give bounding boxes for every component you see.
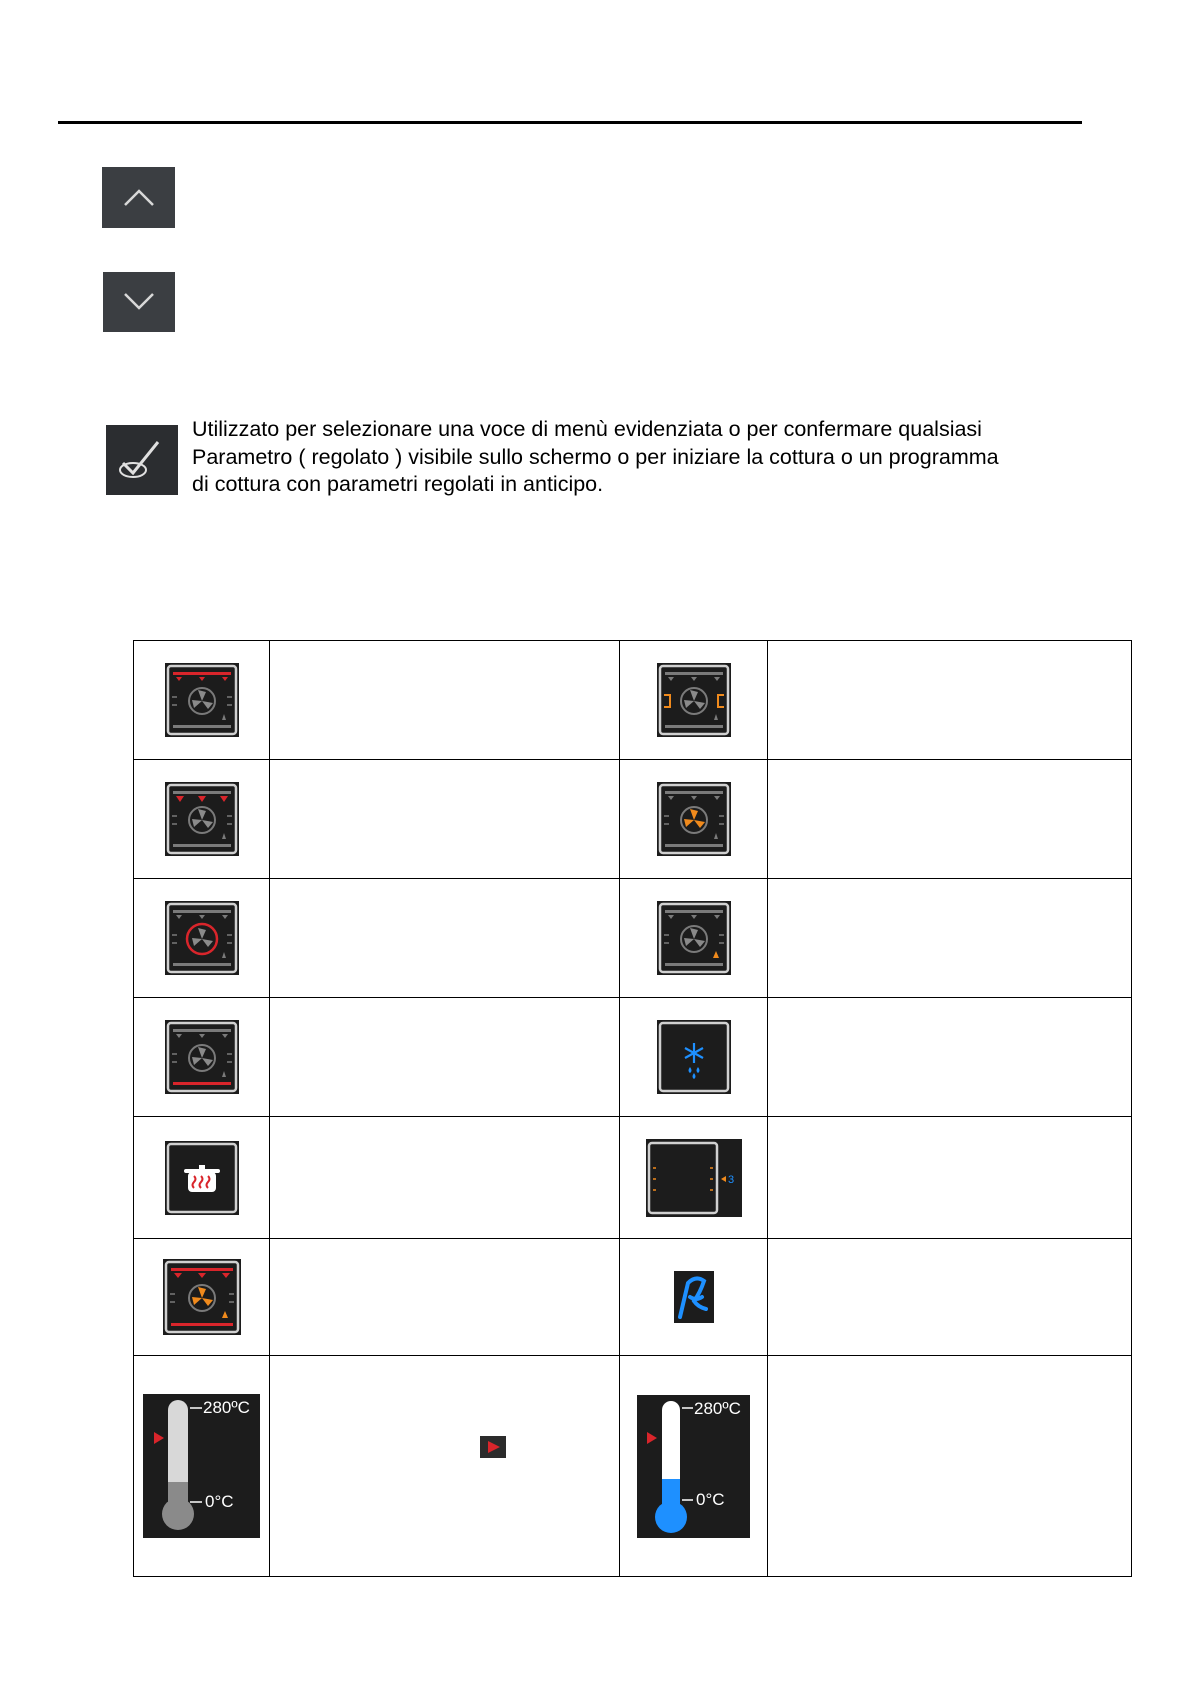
cleaning-icon: [674, 1271, 714, 1323]
side-heat-icon: [656, 662, 732, 738]
min-temp-label: 0°C: [205, 1492, 234, 1511]
icon-cell: [620, 1239, 768, 1356]
label-cell: [768, 1239, 1132, 1356]
icon-cell: [134, 1356, 270, 1577]
label-cell: [768, 998, 1132, 1117]
icon-cell: [134, 879, 270, 998]
icon-cell: [134, 1239, 270, 1356]
label-cell: [768, 641, 1132, 760]
icon-cell: [620, 1356, 768, 1577]
icon-cell: [620, 998, 768, 1117]
shelf-level-number: 3: [727, 1173, 734, 1186]
fan-icon: [656, 781, 732, 857]
chevron-down-icon: [103, 272, 175, 332]
label-cell: [270, 1117, 620, 1239]
top-rule: [58, 121, 1082, 124]
max-temp-label: 280ºC: [694, 1398, 741, 1418]
description-line: di cottura con parametri regolati in anticipo.: [192, 472, 604, 496]
label-cell: [768, 1356, 1132, 1577]
label-cell: [768, 1117, 1132, 1239]
thermometer-bulb: [655, 1501, 687, 1533]
ring-heat-icon: [164, 900, 240, 976]
defrost-icon: [656, 1019, 732, 1095]
icon-cell: [134, 760, 270, 879]
up-key[interactable]: [102, 167, 175, 228]
icon-cell: [134, 641, 270, 760]
icon-cell: [620, 879, 768, 998]
table-row: [134, 1356, 1132, 1577]
confirm-check-icon: [106, 425, 178, 495]
table-row: [134, 641, 1132, 760]
bottom-heat-icon: [164, 1019, 240, 1095]
max-temp-label: 280ºC: [203, 1398, 250, 1417]
light-icon: [656, 900, 732, 976]
label-cell: [768, 879, 1132, 998]
icon-cell: [620, 760, 768, 879]
confirm-key[interactable]: [106, 425, 178, 495]
keep-warm-pot-icon: [164, 1140, 240, 1216]
thermometer-bulb: [162, 1498, 194, 1530]
table-row: [134, 1239, 1132, 1356]
shelf-level-icon: [645, 1138, 743, 1218]
red-arrow-marker: [480, 1436, 506, 1458]
label-cell: [270, 879, 620, 998]
thermometer-blue-icon: [637, 1395, 750, 1538]
label-cell: [270, 998, 620, 1117]
label-cell: [270, 1239, 620, 1356]
play-arrow-icon: [480, 1436, 506, 1458]
description-line: Parametro ( regolato ) visibile sullo schermo o per iniziare la cottura o un programma: [192, 444, 999, 469]
table-row: [134, 1117, 1132, 1239]
table-row: [134, 879, 1132, 998]
function-icons-table: [133, 640, 1132, 1577]
label-cell: [270, 641, 620, 760]
grill-heat-icon: [164, 781, 240, 857]
confirm-key-description: [192, 416, 1092, 499]
icon-cell: [620, 1117, 768, 1239]
icon-cell: [620, 641, 768, 760]
label-cell: [768, 760, 1132, 879]
table-row: [134, 760, 1132, 879]
combined-heat-icon: [162, 1258, 242, 1336]
label-cell: [270, 760, 620, 879]
description-line: Utilizzato per selezionare una voce di menù evidenziata o per confermare qualsiasi: [192, 417, 982, 441]
icon-cell: [134, 1117, 270, 1239]
chevron-up-icon: [102, 167, 175, 228]
thermometer-gray-icon: [143, 1394, 260, 1538]
down-key[interactable]: [103, 272, 175, 332]
table-row: [134, 998, 1132, 1117]
min-temp-label: 0°C: [696, 1489, 725, 1509]
label-cell: [270, 1356, 620, 1577]
top-heat-icon: [164, 662, 240, 738]
icon-cell: [134, 998, 270, 1117]
